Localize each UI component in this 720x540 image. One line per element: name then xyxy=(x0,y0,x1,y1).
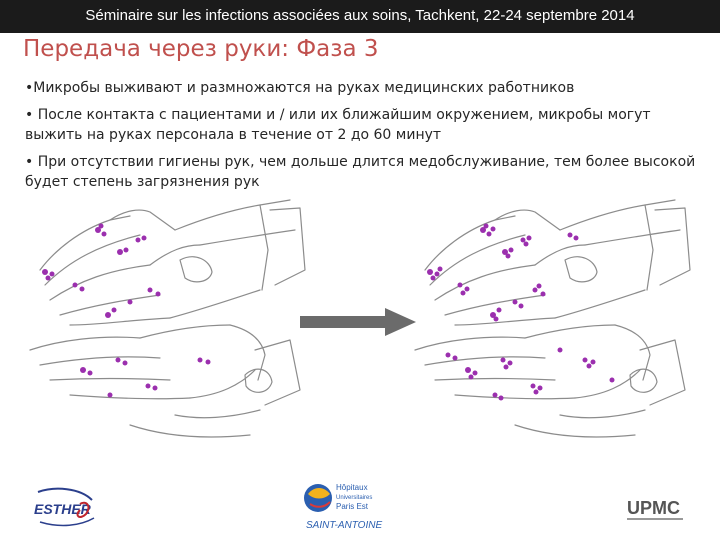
bullet-item: • При отсутствии гигиены рук, чем дольше длится медобслуживание, тем более высокой будет степень загрязнения рук xyxy=(25,154,696,190)
slide-title: Передача через руки: Фаза 3 xyxy=(23,36,379,62)
header-title: Séminaire sur les infections associées aux soins, Tachkent, 22-24 septembre 2014 xyxy=(85,7,635,24)
footer-logos xyxy=(0,478,720,538)
svg-text:Universitaires: Universitaires xyxy=(336,495,373,501)
left-microbes-icon xyxy=(42,224,211,398)
header-bar xyxy=(0,0,720,33)
bullet-item: • После контакта с пациентами и / или их ближайшим окружением, микробы могут выжить на руках персонала в течение от 2 до 60 минут xyxy=(25,107,651,143)
aphp-saint-antoine-logo xyxy=(302,480,402,536)
svg-text:Hôpitaux: Hôpitaux xyxy=(336,483,368,492)
svg-text:Paris Est: Paris Est xyxy=(336,502,369,511)
bullet-list xyxy=(25,78,705,199)
right-hands-sketch-icon xyxy=(415,200,690,437)
hands-figure xyxy=(0,190,720,480)
right-arrow-icon xyxy=(300,308,416,336)
svg-text:UPMC: UPMC xyxy=(627,498,680,518)
esther-logo xyxy=(30,486,100,528)
svg-text:SAINT-ANTOINE: SAINT-ANTOINE xyxy=(306,520,383,531)
left-hands-sketch-icon xyxy=(30,200,305,437)
esther-logo-text: ESTHER xyxy=(34,501,91,517)
upmc-logo xyxy=(625,496,695,524)
bullet-item: •Микробы выживают и размножаются на руках медицинских работников xyxy=(25,80,575,96)
